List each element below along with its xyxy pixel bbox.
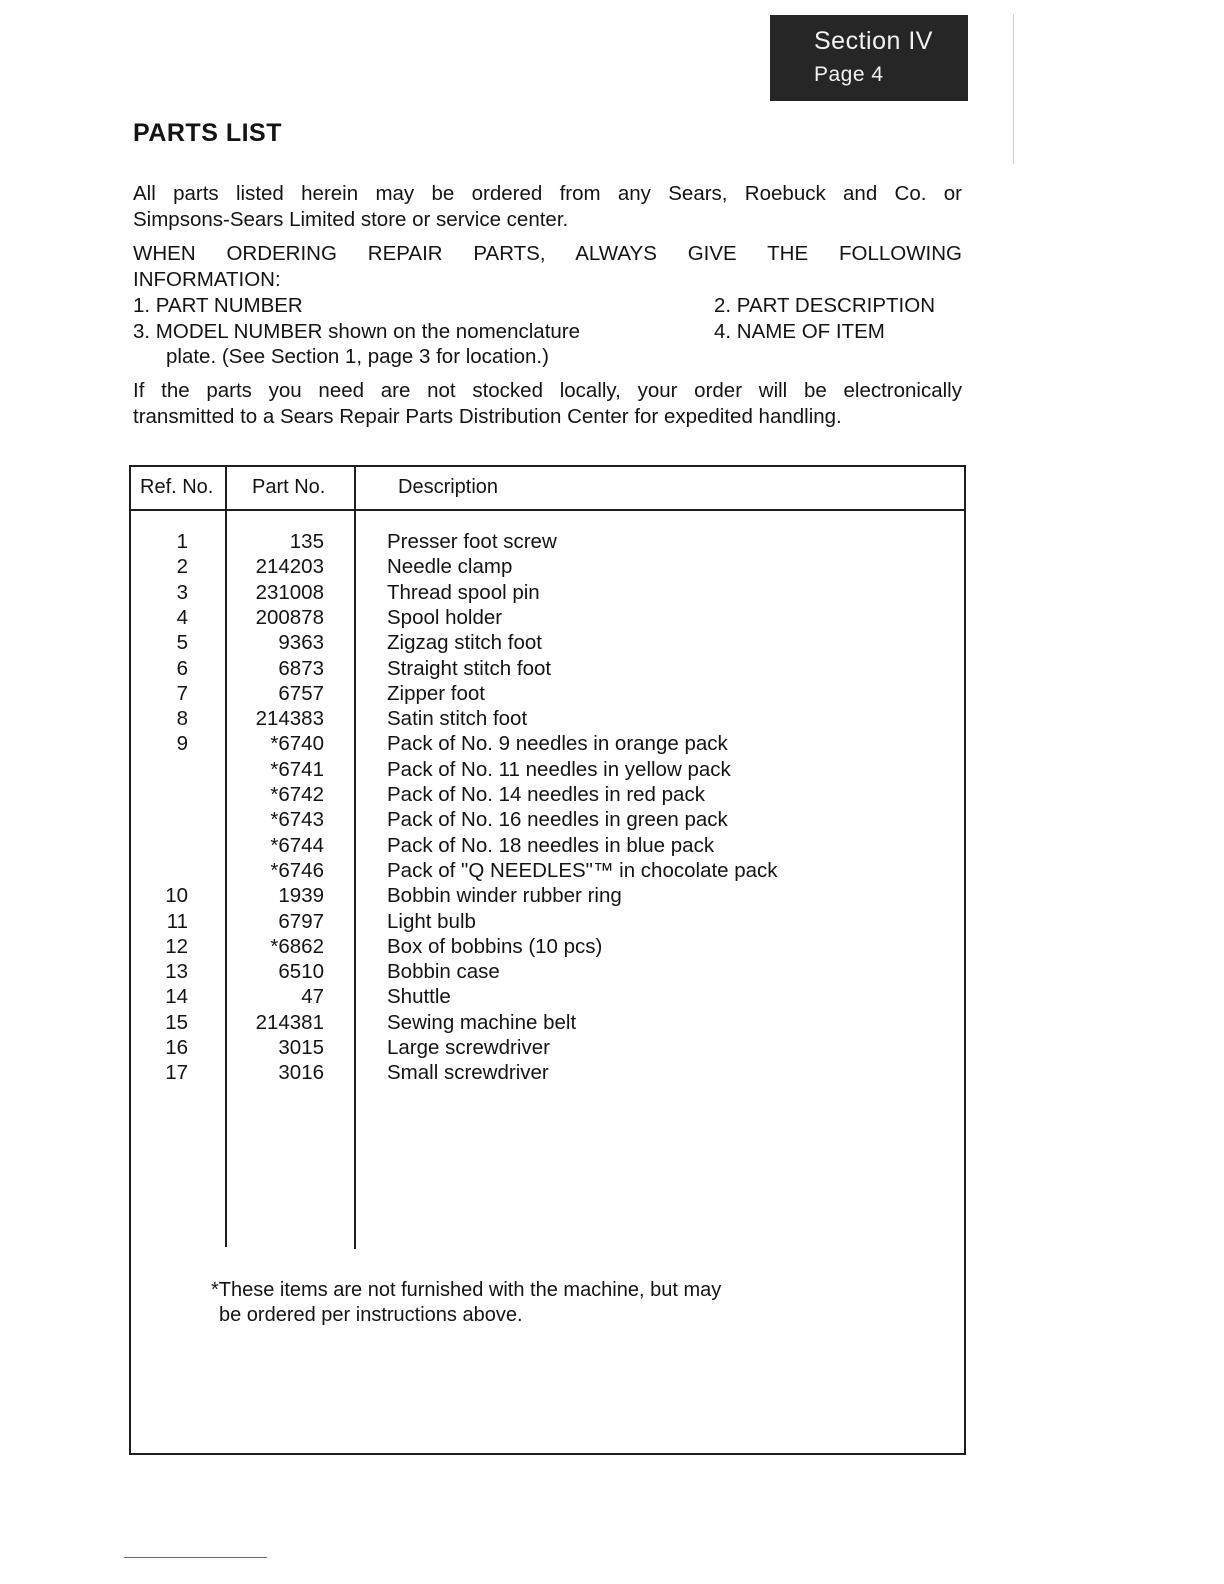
footnote [211,1278,721,1328]
ref-number: 1 [176,530,188,553]
part-description: Zipper foot [387,681,485,705]
part-number: 214381 [255,1010,324,1034]
section-badge [770,15,968,101]
part-description: Straight stitch foot [387,656,552,680]
part-number: 214203 [255,555,324,579]
ref-number: 9 [176,732,188,756]
page-title: PARTS LIST [133,119,282,147]
part-description: Pack of No. 18 needles in blue pack [387,833,715,857]
part-description: Bobbin winder rubber ring [387,884,622,908]
ref-number: 17 [165,1061,188,1085]
info-item-4: 4. NAME OF ITEM [714,320,885,343]
ref-number: 2 [176,555,188,579]
part-description: Sewing machine belt [387,1010,577,1034]
info-item-3-continued: plate. (See Section 1, page 3 for location.) [166,345,549,368]
column-header-description: Description [398,476,499,498]
part-number: 214383 [255,707,324,731]
part-number: 3016 [278,1061,324,1085]
ref-number: 15 [165,1010,188,1034]
ref-number: 7 [176,681,188,705]
part-description: Needle clamp [387,555,513,579]
part-number: 200878 [255,605,324,629]
footnote-line-2: be ordered per instructions above. [219,1304,523,1326]
part-number: 6510 [278,960,324,984]
ordering-line-2: INFORMATION: [133,268,281,291]
ref-number: 12 [165,934,188,958]
part-number: 3015 [278,1036,324,1059]
part-description: Pack of No. 14 needles in red pack [387,783,705,806]
part-description: Thread spool pin [387,580,540,604]
info-item-3: 3. MODEL NUMBER shown on the nomenclature [133,320,581,343]
ref-number: 6 [176,656,188,680]
ref-number: 3 [176,580,188,604]
part-description: Pack of "Q NEEDLES"™ in chocolate pack [387,858,778,882]
info-item-2: 2. PART DESCRIPTION [714,294,935,317]
ordering-line-1: WHEN ORDERING REPAIR PARTS, ALWAYS GIVE THE FOLLOWING [133,242,962,265]
ref-number: 14 [165,985,188,1009]
part-number: *6746 [270,858,324,882]
header-rule [131,509,964,511]
part-number: *6862 [270,934,324,958]
margin-line [1013,14,1014,164]
part-description: Zigzag stitch foot [387,631,542,655]
part-number: 9363 [278,631,324,655]
part-description: Shuttle [387,985,451,1009]
intro-line-1: All parts listed herein may be ordered from any Sears, Roebuck and Co. or [133,182,962,205]
column-divider-2 [354,467,356,1249]
info-item-1: 1. PART NUMBER [133,294,303,317]
column-header-part: Part No. [252,476,326,498]
bottom-rule [124,1557,267,1558]
page-label: Page 4 [814,63,884,86]
part-description: Spool holder [387,605,503,629]
part-description: Pack of No. 9 needles in orange pack [387,732,728,756]
part-number: 1939 [278,884,324,908]
part-number: *6740 [270,732,324,756]
part-number: *6742 [270,783,324,806]
stock-line-1: If the parts you need are not stocked locally, your order will be electronically [133,379,962,402]
part-description: Small screwdriver [387,1061,549,1085]
part-description: Presser foot screw [387,530,557,553]
part-description: Light bulb [387,909,476,933]
part-number: 6757 [278,681,324,705]
stock-line-2: transmitted to a Sears Repair Parts Distribution Center for expedited handling. [133,405,842,428]
part-description: Pack of No. 16 needles in green pack [387,808,728,832]
part-description: Large screwdriver [387,1036,550,1059]
part-number: 6797 [278,909,324,933]
part-number: 6873 [278,656,324,680]
section-label: Section IV [814,27,933,55]
part-number: *6743 [270,808,324,832]
part-number: *6741 [270,757,324,781]
intro-paragraph [133,181,962,233]
part-description: Satin stitch foot [387,707,528,731]
part-number: *6744 [270,833,324,857]
stock-paragraph [133,378,962,430]
part-number: 47 [301,985,324,1009]
part-description: Bobbin case [387,960,500,984]
ref-number: 16 [165,1036,188,1059]
part-description: Box of bobbins (10 pcs) [387,934,603,958]
intro-line-2: Simpsons-Sears Limited store or service center. [133,208,569,231]
ordering-instructions [133,241,962,293]
ref-number: 4 [176,605,188,629]
column-header-ref: Ref. No. [140,476,214,498]
ref-number: 13 [165,960,188,984]
part-number: 135 [289,530,324,553]
part-number: 231008 [255,580,324,604]
ref-number: 5 [176,631,188,655]
ref-number: 10 [165,884,188,908]
part-description: Pack of No. 11 needles in yellow pack [387,757,731,781]
footnote-line-1: *These items are not furnished with the machine, but may [211,1279,722,1301]
ref-number: 8 [176,707,188,731]
ref-number: 11 [166,909,188,933]
